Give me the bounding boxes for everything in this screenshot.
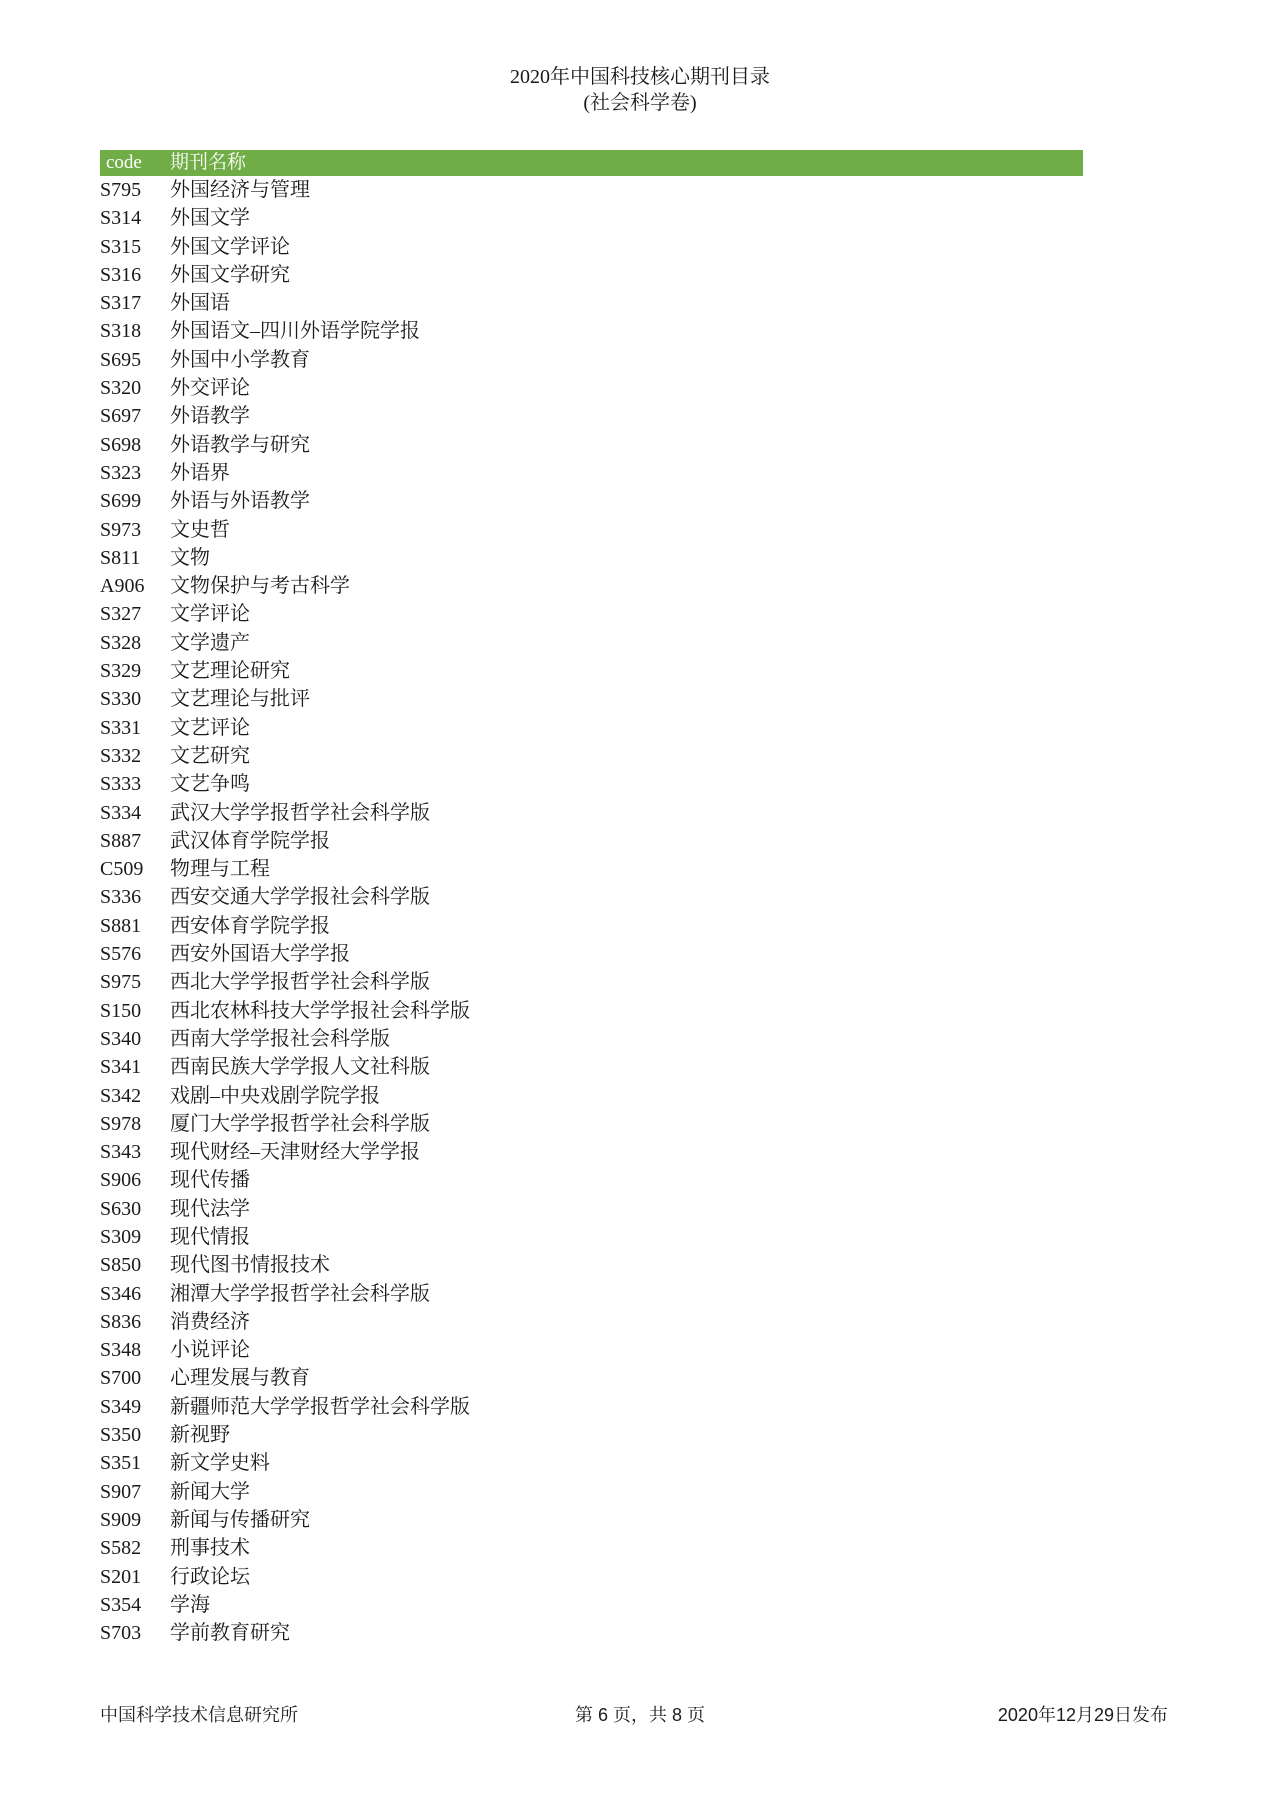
- journal-code: S697: [100, 405, 142, 428]
- journal-name: 文艺评论: [170, 716, 250, 739]
- journal-name: 外语界: [170, 461, 230, 484]
- table-row: [100, 940, 1083, 968]
- table-body: [100, 176, 1083, 1647]
- table-row: [100, 1534, 1083, 1562]
- journal-code: C509: [100, 858, 144, 881]
- journal-code: S342: [100, 1084, 142, 1107]
- journal-code: S314: [100, 207, 142, 230]
- journal-code: S320: [100, 377, 142, 400]
- journal-code: A906: [100, 575, 145, 598]
- table-row: [100, 431, 1083, 459]
- table-row: [100, 261, 1083, 289]
- journal-name: 现代图书情报技术: [170, 1254, 330, 1277]
- column-header-name: 期刊名称: [170, 150, 1083, 176]
- journal-name: 文艺理论与批评: [170, 688, 310, 711]
- journal-name: 心理发展与教育: [170, 1367, 310, 1390]
- table-header-row: [100, 150, 1083, 176]
- journal-name: 文艺研究: [170, 744, 250, 767]
- journal-name: 现代法学: [170, 1197, 250, 1220]
- table-row: [100, 374, 1083, 402]
- journal-code: S703: [100, 1622, 142, 1645]
- journal-name: 文史哲: [170, 518, 230, 541]
- journal-code: S907: [100, 1480, 142, 1503]
- column-header-code: code: [100, 150, 170, 176]
- journal-name: 文艺争鸣: [170, 773, 250, 796]
- journal-name: 外国语文–四川外语学院学报: [170, 320, 420, 343]
- journal-name: 外国文学评论: [170, 235, 290, 258]
- journal-name: 外语与外语教学: [170, 490, 310, 513]
- journal-code: S333: [100, 773, 142, 796]
- journal-name: 西北农林科技大学学报社会科学版: [170, 999, 470, 1022]
- journal-table: [100, 150, 1083, 1647]
- table-row: [100, 1195, 1083, 1223]
- table-row: [100, 1166, 1083, 1194]
- journal-code: S975: [100, 971, 142, 994]
- journal-name: 新文学史料: [170, 1452, 270, 1475]
- table-row: [100, 1138, 1083, 1166]
- journal-code: S576: [100, 943, 142, 966]
- journal-code: S328: [100, 631, 142, 654]
- table-row: [100, 1308, 1083, 1336]
- journal-name: 行政论坛: [170, 1565, 250, 1588]
- journal-name: 外语教学与研究: [170, 433, 310, 456]
- journal-name: 学海: [170, 1593, 210, 1616]
- journal-name: 外国中小学教育: [170, 348, 310, 371]
- journal-name: 外国经济与管理: [170, 179, 310, 201]
- journal-code: S354: [100, 1593, 142, 1616]
- journal-name: 外国文学研究: [170, 263, 290, 286]
- table-row: [100, 402, 1083, 430]
- journal-name: 消费经济: [170, 1310, 250, 1333]
- table-row: [100, 1223, 1083, 1251]
- journal-name: 湘潭大学学报哲学社会科学版: [170, 1282, 430, 1305]
- journal-code: S309: [100, 1225, 142, 1248]
- footer-page-number: 第 6 页，共 8 页: [574, 1705, 706, 1725]
- journal-code: S343: [100, 1141, 142, 1164]
- journal-code: S906: [100, 1169, 142, 1192]
- journal-code: S340: [100, 1027, 142, 1050]
- table-row: [100, 1393, 1083, 1421]
- journal-name: 现代传播: [170, 1169, 250, 1192]
- table-row: [100, 968, 1083, 996]
- footer-publisher: 中国科学技术信息研究所: [100, 1705, 298, 1725]
- journal-name: 小说评论: [170, 1339, 250, 1362]
- table-row: [100, 1280, 1083, 1308]
- journal-code: S332: [100, 744, 142, 767]
- journal-name: 文艺理论研究: [170, 660, 290, 683]
- page-footer: [0, 1700, 1280, 1730]
- table-row: [100, 487, 1083, 515]
- journal-name: 新疆师范大学学报哲学社会科学版: [170, 1395, 470, 1418]
- journal-name: 西北大学学报哲学社会科学版: [170, 971, 430, 994]
- table-row: [100, 685, 1083, 713]
- journal-code: S698: [100, 433, 142, 456]
- journal-code: S795: [100, 179, 142, 201]
- table-row: [100, 855, 1083, 883]
- journal-name: 新闻大学: [170, 1480, 250, 1503]
- journal-name: 西安体育学院学报: [170, 914, 330, 937]
- table-row: [100, 827, 1083, 855]
- journal-code: S315: [100, 235, 142, 258]
- journal-name: 现代财经–天津财经大学学报: [170, 1141, 420, 1164]
- journal-code: S836: [100, 1310, 142, 1333]
- journal-name: 文学评论: [170, 603, 250, 626]
- journal-code: S317: [100, 292, 142, 315]
- journal-name: 西安外国语大学学报: [170, 943, 350, 966]
- journal-code: S334: [100, 801, 142, 824]
- document-title: [0, 64, 1280, 116]
- journal-name: 厦门大学学报哲学社会科学版: [170, 1112, 430, 1135]
- journal-name: 文物保护与考古科学: [170, 575, 350, 598]
- journal-name: 新视野: [170, 1424, 230, 1447]
- journal-name: 刑事技术: [170, 1537, 250, 1560]
- journal-code: S850: [100, 1254, 142, 1277]
- journal-name: 学前教育研究: [170, 1622, 290, 1645]
- table-row: [100, 1478, 1083, 1506]
- journal-code: S341: [100, 1056, 142, 1079]
- title-line-1: 2020年中国科技核心期刊目录: [510, 66, 770, 88]
- journal-code: S700: [100, 1367, 142, 1390]
- journal-code: S699: [100, 490, 142, 513]
- journal-code: S881: [100, 914, 142, 937]
- journal-code: S350: [100, 1424, 142, 1447]
- table-row: [100, 233, 1083, 261]
- journal-name: 外交评论: [170, 377, 250, 400]
- journal-code: S811: [100, 546, 141, 569]
- journal-name: 新闻与传播研究: [170, 1508, 310, 1531]
- table-row: [100, 742, 1083, 770]
- table-row: [100, 289, 1083, 317]
- journal-code: S331: [100, 716, 142, 739]
- table-row: [100, 1449, 1083, 1477]
- table-row: [100, 1506, 1083, 1534]
- table-row: [100, 1251, 1083, 1279]
- table-row: [100, 544, 1083, 572]
- journal-name: 戏剧–中央戏剧学院学报: [170, 1084, 380, 1107]
- journal-code: S582: [100, 1537, 142, 1560]
- table-row: [100, 1025, 1083, 1053]
- journal-code: S909: [100, 1508, 142, 1531]
- journal-name: 文学遗产: [170, 631, 250, 654]
- journal-name: 西南民族大学学报人文社科版: [170, 1056, 430, 1079]
- journal-code: S150: [100, 999, 142, 1022]
- table-row: [100, 629, 1083, 657]
- journal-code: S327: [100, 603, 142, 626]
- journal-code: S978: [100, 1112, 142, 1135]
- journal-code: S630: [100, 1197, 142, 1220]
- table-row: [100, 657, 1083, 685]
- journal-name: 文物: [170, 546, 210, 569]
- table-row: [100, 1053, 1083, 1081]
- table-row: [100, 572, 1083, 600]
- journal-name: 武汉体育学院学报: [170, 829, 330, 852]
- table-row: [100, 1082, 1083, 1110]
- table-row: [100, 1591, 1083, 1619]
- table-row: [100, 1563, 1083, 1591]
- table-row: [100, 459, 1083, 487]
- table-row: [100, 346, 1083, 374]
- journal-code: S329: [100, 660, 142, 683]
- table-row: [100, 1110, 1083, 1138]
- journal-code: S349: [100, 1395, 142, 1418]
- table-row: [100, 770, 1083, 798]
- table-row: [100, 317, 1083, 345]
- journal-name: 外语教学: [170, 405, 250, 428]
- journal-code: S201: [100, 1565, 142, 1588]
- journal-code: S336: [100, 886, 142, 909]
- journal-name: 现代情报: [170, 1225, 250, 1248]
- table-row: [100, 714, 1083, 742]
- journal-name: 西安交通大学学报社会科学版: [170, 886, 430, 909]
- table-row: [100, 516, 1083, 544]
- journal-code: S346: [100, 1282, 142, 1305]
- journal-name: 外国文学: [170, 207, 250, 230]
- journal-code: S316: [100, 263, 142, 286]
- table-row: [100, 799, 1083, 827]
- table-row: [100, 204, 1083, 232]
- journal-code: S887: [100, 829, 142, 852]
- journal-code: S330: [100, 688, 142, 711]
- table-row: [100, 1336, 1083, 1364]
- table-row: [100, 176, 1083, 204]
- journal-name: 西南大学学报社会科学版: [170, 1027, 390, 1050]
- title-line-2: (社会科学卷): [583, 92, 697, 114]
- footer-publish-date: 2020年12月29日发布: [997, 1705, 1168, 1725]
- table-row: [100, 1421, 1083, 1449]
- table-row: [100, 883, 1083, 911]
- journal-code: S973: [100, 518, 142, 541]
- table-row: [100, 912, 1083, 940]
- journal-code: S695: [100, 348, 142, 371]
- journal-code: S318: [100, 320, 142, 343]
- journal-name: 物理与工程: [170, 858, 270, 881]
- table-row: [100, 600, 1083, 628]
- table-row: [100, 1619, 1083, 1647]
- journal-name: 武汉大学学报哲学社会科学版: [170, 801, 430, 824]
- table-row: [100, 1364, 1083, 1392]
- journal-code: S348: [100, 1339, 142, 1362]
- table-row: [100, 997, 1083, 1025]
- journal-name: 外国语: [170, 292, 230, 315]
- journal-code: S351: [100, 1452, 142, 1475]
- journal-code: S323: [100, 461, 142, 484]
